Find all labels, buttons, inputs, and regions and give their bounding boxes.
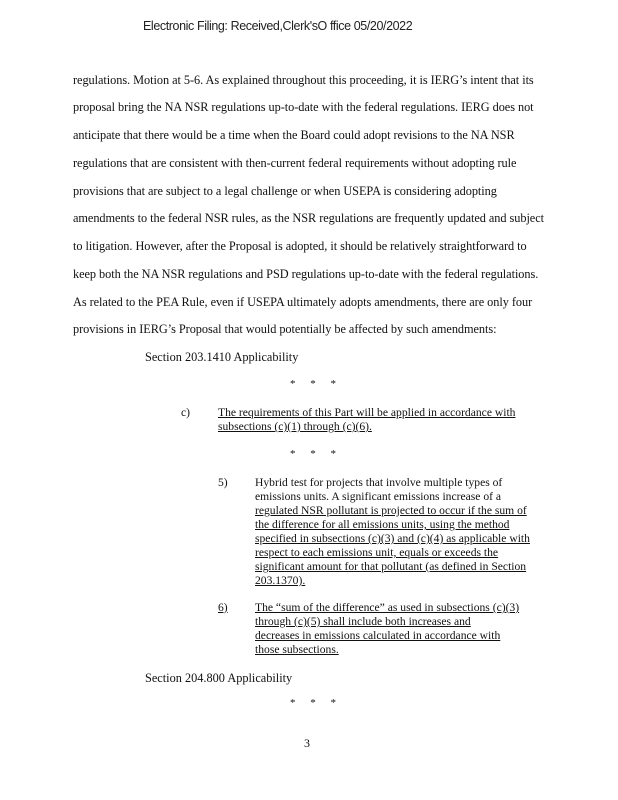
omission-stars: * * * xyxy=(290,378,342,390)
section-heading-204-800: Section 204.800 Applicability xyxy=(145,671,293,685)
subsection-line: 203.1370). xyxy=(255,574,306,587)
subsection-line: regulated NSR pollutant is projected to occur if the sum of xyxy=(255,504,527,517)
paragraph-line: proposal bring the NA NSR regulations up-to-date with the federal regulations. IERG does not xyxy=(73,100,534,114)
subsection-line: specified in subsections (c)(3) and (c)(4) as applicable with xyxy=(255,532,530,545)
subsection-line: Hybrid test for projects that involve multiple types of xyxy=(255,476,503,489)
paragraph-line: to litigation. However, after the Proposal is adopted, it should be relatively straightforward to xyxy=(73,239,527,253)
paragraph-line: provisions in IERG’s Proposal that would potentially be affected by such amendments: xyxy=(73,322,497,336)
subsection-line: through (c)(5) shall include both increases and xyxy=(255,615,471,628)
paragraph-line: regulations that are consistent with then-current federal requirements without adopting rule xyxy=(73,156,517,170)
subsection-line: The “sum of the difference” as used in subsections (c)(3) xyxy=(255,601,520,614)
subsection-line: significant amount for that pollutant (as defined in Section xyxy=(255,560,527,573)
paragraph-line: keep both the NA NSR regulations and PSD regulations up-to-date with the federal regulations. xyxy=(73,267,539,281)
subsection-line: the difference for all emissions units, using the method xyxy=(255,518,510,531)
subsection-line: decreases in emissions calculated in accordance with xyxy=(255,629,501,642)
subsection-line: subsections (c)(1) through (c)(6). xyxy=(218,420,372,433)
paragraph-line: provisions that are subject to a legal challenge or when USEPA is considering adopting xyxy=(73,184,497,198)
subsection-line: The requirements of this Part will be applied in accordance with xyxy=(218,406,516,419)
subsection-line: respect to each emissions unit, equals or exceeds the xyxy=(255,546,499,559)
omission-stars: * * * xyxy=(290,697,342,709)
subsection-label: 6) xyxy=(218,601,228,614)
paragraph-line: regulations. Motion at 5-6. As explained throughout this proceeding, it is IERG’s intent that its xyxy=(73,73,534,87)
paragraph-line: anticipate that there would be a time when the Board could adopt revisions to the NA NSR xyxy=(73,128,515,142)
subsection-line: those subsections. xyxy=(255,643,339,656)
section-heading-203-1410: Section 203.1410 Applicability xyxy=(145,350,299,364)
paragraph-line: amendments to the federal NSR rules, as the NSR regulations are frequently updated and subject xyxy=(73,211,544,225)
paragraph-line: As related to the PEA Rule, even if USEPA ultimately adopts amendments, there are only four xyxy=(73,295,533,309)
omission-stars: * * * xyxy=(290,448,342,460)
subsection-label: 5) xyxy=(218,476,228,489)
filing-stamp: Electronic Filing: Received,Clerk'sO ffice 05/20/2022 xyxy=(143,19,413,33)
page-number: 3 xyxy=(304,736,310,750)
subsection-line: emissions units. A significant emissions increase of a xyxy=(255,490,502,503)
subsection-label: c) xyxy=(181,406,191,419)
